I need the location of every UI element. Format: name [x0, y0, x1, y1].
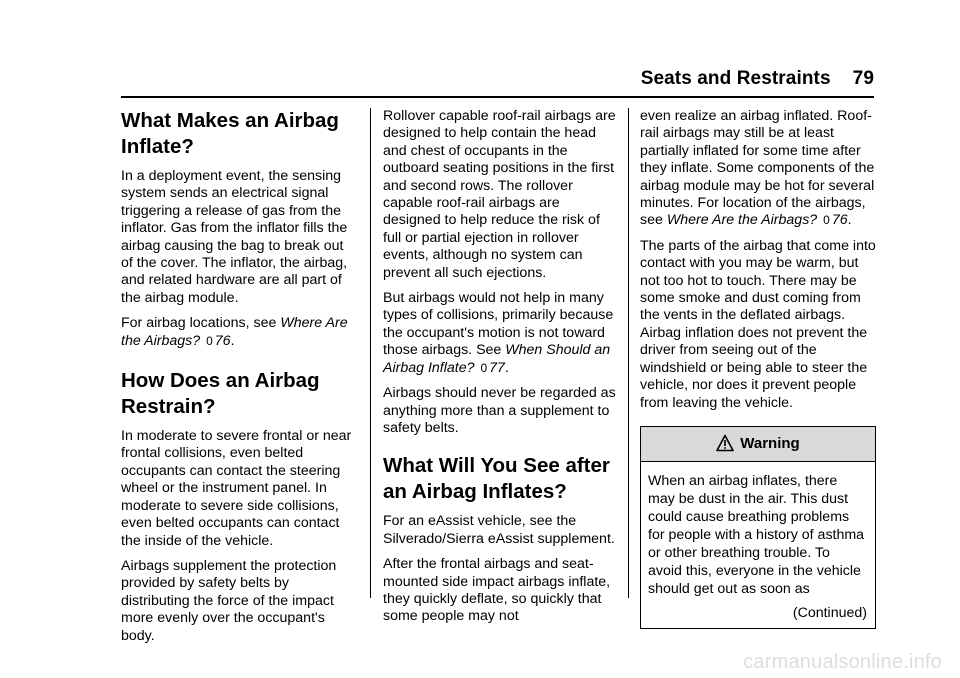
- running-header: [641, 68, 874, 90]
- section-title: Seats and Restraints: [640, 68, 831, 89]
- column-2: [383, 108, 619, 634]
- paragraph: Airbags should never be regarded as anything more than a supplement to safety belts.: [383, 385, 616, 436]
- continued-label: (Continued): [792, 604, 867, 621]
- page-ref-icon: 0: [206, 333, 213, 348]
- text: even realize an airbag inflated. Roof-rail airbags may still be at least partially inflated for some time after they inflate. Some components of the airbag module may be hot for several minutes. For location of the airbags, see: [640, 108, 875, 229]
- paragraph: [640, 108, 876, 230]
- text: For airbag locations, see: [121, 315, 277, 332]
- paragraph: In moderate to severe frontal or near frontal collisions, even belted occupants can contact the steering wheel or the instrument panel. In moderate to severe side collisions, even belted occupants can contact the inside of the vehicle.: [121, 428, 352, 549]
- xref-page[interactable]: 76: [214, 332, 231, 349]
- warning-box: [640, 426, 876, 629]
- xref-link[interactable]: When Should an Airbag Inflate?: [383, 342, 611, 376]
- paragraph: After the frontal airbags and seat-mounted side impact airbags inflate, they quickly deflate, so quickly that some people may not: [383, 556, 611, 625]
- column-3: [640, 108, 876, 629]
- warning-title: Warning: [740, 434, 800, 452]
- warning-triangle-icon: [716, 431, 734, 465]
- page-ref-icon: 0: [823, 213, 830, 228]
- xref-link[interactable]: Where Are the Airbags?: [121, 315, 348, 349]
- paragraph: [121, 315, 357, 350]
- text: .: [847, 212, 852, 229]
- paragraph: The parts of the airbag that come into contact with you may be warm, but not too hot to touch. There may be some smoke and dust coming from the vents in the deflated airbags. Airbag inflation does not prevent the driver from seeing out of the windshield or being able to steer the vehicle, nor does it prevent people from leaving the vehicle.: [640, 237, 876, 411]
- paragraph: For an eAssist vehicle, see the Silverado/Sierra eAssist supplement.: [383, 513, 615, 547]
- column-divider: [628, 108, 629, 598]
- column-1: [121, 108, 357, 653]
- column-divider: [370, 108, 371, 598]
- heading-what-makes-airbag-inflate: What Makes an Airbag Inflate?: [121, 109, 339, 158]
- warning-header: [641, 427, 875, 462]
- watermark: carmanualsonline.info: [743, 651, 942, 673]
- heading-what-will-you-see: What Will You See after an Airbag Inflates?: [383, 454, 610, 504]
- xref-page[interactable]: 76: [831, 212, 848, 229]
- paragraph: In a deployment event, the sensing system sends an electrical signal triggering a release of gas from the inflator. Gas from the inflator fills the airbag causing the bag to break out of the cover. The inflator, the airbag, and related hardware are all part of the airbag module.: [121, 168, 348, 306]
- text: .: [230, 332, 235, 349]
- xref-page[interactable]: 77: [489, 359, 505, 376]
- paragraph: Rollover capable roof-rail airbags are designed to help contain the head and chest of occupants in the outboard seating positions in the first and second rows. The rollover capable roof-rail airbags are designed to help reduce the risk of full or partial ejection in rollover events, although no system can prevent all such ejections.: [383, 108, 616, 281]
- page-number: 79: [852, 68, 874, 89]
- paragraph: [383, 290, 619, 377]
- header-rule: [121, 96, 874, 98]
- paragraph: Airbags supplement the protection provided by safety belts by distributing the force of the impact more evenly over the occupant's body.: [121, 557, 337, 644]
- heading-how-does-airbag-restrain: How Does an Airbag Restrain?: [121, 369, 320, 419]
- page-ref-icon: 0: [480, 360, 488, 375]
- text: But airbags would not help in many types of collisions, primarily because the occupant's motion is not toward those airbags. See: [383, 290, 614, 359]
- xref-link[interactable]: Where Are the Airbags?: [666, 212, 818, 229]
- warning-text: When an airbag inflates, there may be dust in the air. This dust could cause breathing problems for people with a history of asthma or other breathing trouble. To avoid this, everyone in the vehicle should get out as soon as: [648, 472, 865, 597]
- text: .: [504, 359, 509, 376]
- warning-body: [641, 462, 875, 628]
